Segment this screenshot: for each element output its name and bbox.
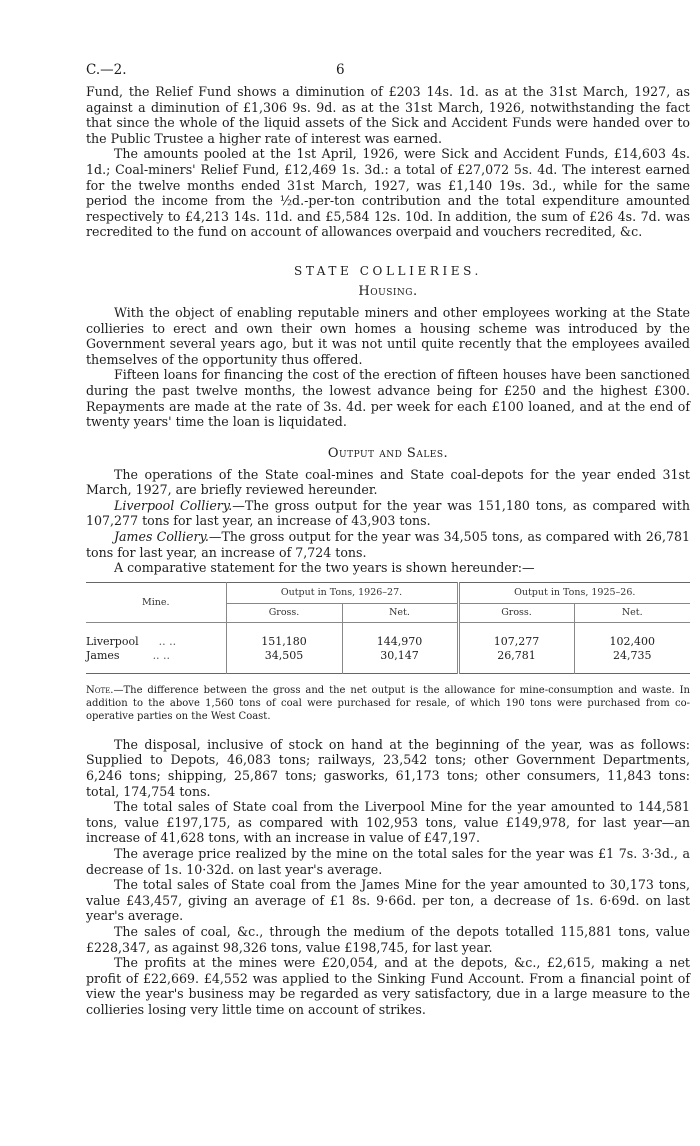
column-header-net-1926: Net.: [342, 603, 458, 622]
subheading-output-and-sales: Output and Sales.: [327, 445, 449, 461]
document-reference: C.—2.: [86, 62, 127, 78]
net-1925: 24,735: [613, 649, 652, 663]
output-table: [86, 582, 690, 674]
page-number: 6: [336, 62, 345, 78]
net-1926: 144,970: [342, 635, 458, 649]
section-title-state-collieries: STATE COLLIERIES.: [294, 263, 482, 278]
mine-name: James: [86, 649, 120, 663]
paragraph-disposal: The disposal, inclusive of stock on hand at the beginning of the year, was as follows: Supplied to Depots, 46,083 tons; railways, 23,542 tons; other Government Departments, 6,246 tons; shipping, 25,867 tons; gasworks, 61,173 tons; other consumers, 11,843 tons: total, 174,754 tons.: [86, 736, 690, 799]
column-header-net-1925: Net.: [621, 607, 643, 619]
paragraph-profits: The profits at the mines were £20,054, and at the depots, &c., £2,615, making a net profit of £22,669. £4,552 was applied to the Sinking Fund Account. From a financial point of view the year's business may be regarded as very satisfactory, due in a large measure to the collieries losing very little time on account of strikes.: [86, 955, 690, 1017]
gross-1925: 107,277: [458, 635, 574, 649]
table-row: [86, 649, 690, 663]
column-group-1925-26: Output in Tons, 1925–26.: [458, 582, 690, 603]
paragraph-liverpool-sales: The total sales of State coal from the Liverpool Mine for the year amounted to 144,581 tons, value £197,175, as compared with 102,953 tons, value £149,978, for last year—an increase of 41,628 tons, with an increase in value of £47,197.: [86, 799, 690, 846]
paragraph-depot-sales: The sales of coal, &c., through the medium of the depots totalled 115,881 tons, value £228,347, as against 98,326 tons, value £198,745, for last year.: [86, 923, 690, 955]
subheading-housing: Housing.: [358, 283, 418, 299]
paragraph-relief-fund: Fund, the Relief Fund shows a diminution of £203 14s. 1d. as at the 31st March, 1927, as against a diminution of £1,306 9s. 9d. as at the 31st March, 1926, notwithstanding the fact that since the whole of the liquid assets of the Sick and Accident Funds were handed over to the Public Trustee a higher rate of interest was earned.: [86, 84, 690, 146]
mine-name: Liverpool: [86, 635, 139, 649]
net-1926: 30,147: [342, 649, 458, 663]
james-colliery-text: —The gross output for the year was 34,505 tons, as compared with 26,781 tons for last year, an increase of 7,724 tons.: [86, 529, 690, 560]
paragraph-operations: The operations of the State coal-mines and State coal-depots for the year ended 31st March, 1927, are briefly reviewed hereunder.: [86, 466, 690, 498]
paragraph-amounts-pooled: The amounts pooled at the 1st April, 1926, were Sick and Accident Funds, £14,603 4s. 1d.; Coal-miners' Relief Fund, £12,469 1s. 3d.: a total of £27,072 5s. 4d. The interest earned for the twelve months ended 31st March, 1927, was £1,140 19s. 3d., while for the same period the income from the ½d.-per-ton contribution and the total expenditure amounted respectively to £4,213 14s. 11d. and £5,584 12s. 10d. In addition, the sum of £26 4s. 7d. was recredited to the fund on account of allowances overpaid and vouchers recredited, &c.: [86, 146, 690, 240]
gross-1926: 34,505: [226, 649, 342, 663]
liverpool-colliery-label: Liverpool Colliery.: [114, 497, 233, 513]
leader-dots: .. ..: [158, 635, 177, 649]
table-note: [86, 684, 690, 723]
net-1925: 102,400: [609, 635, 655, 649]
paragraph-housing-loans: Fifteen loans for financing the cost of the erection of fifteen houses have been sanctioned during the past twelve months, the lowest advance being for £250 and the highest £300. Repayments are made at the rate of 3s. 4d. per week for each £100 loaned, and at the end of twenty years' time the loan is liquidated.: [86, 367, 690, 430]
paragraph-james-colliery: [86, 529, 690, 560]
paragraph-liverpool-colliery: [86, 498, 690, 529]
paragraph-average-price: The average price realized by the mine on the total sales for the year was £1 7s. 3·3d., a decrease of 1s. 10·32d. on last year's average.: [86, 846, 690, 877]
gross-1926: 151,180: [226, 635, 342, 649]
column-header-gross-1926: Gross.: [226, 603, 342, 622]
page-header: [86, 62, 690, 84]
liverpool-colliery-text: —The gross output for the year was 151,180 tons, as compared with 107,277 tons for last year, an increase of 43,903 tons.: [86, 497, 690, 529]
leader-dots: .. ..: [152, 649, 171, 663]
gross-1925: 26,781: [458, 649, 574, 663]
paragraph-comparative: A comparative statement for the two years is shown hereunder:—: [114, 560, 535, 576]
document-page: [86, 62, 690, 1018]
note-text: —The difference between the gross and the net output is the allowance for mine-consumption and waste. In addition to the above 1,560 tons of coal were purchased for resale, of which 190 tons were purchased from co-operative parties on the West Coast.: [86, 684, 690, 722]
column-group-1926-27: Output in Tons, 1926–27.: [226, 582, 458, 603]
table-row: [86, 635, 690, 649]
column-header-gross-1925: Gross.: [458, 603, 574, 622]
paragraph-housing-scheme: With the object of enabling reputable miners and other employees working at the State collieries to erect and own their own homes a housing scheme was introduced by the Government several years ago, but it was not until quite recently that the employees availed themselves of the opportunity thus offered.: [86, 304, 690, 367]
james-colliery-label: James Colliery.: [114, 529, 209, 545]
note-label: Note.: [86, 684, 114, 696]
paragraph-james-sales: The total sales of State coal from the James Mine for the year amounted to 30,173 tons, value £43,457, giving an average of £1 8s. 9·66d. per ton, a decrease of 1s. 6·69d. on last year's average.: [86, 877, 690, 924]
column-header-mine: Mine.: [86, 582, 226, 622]
